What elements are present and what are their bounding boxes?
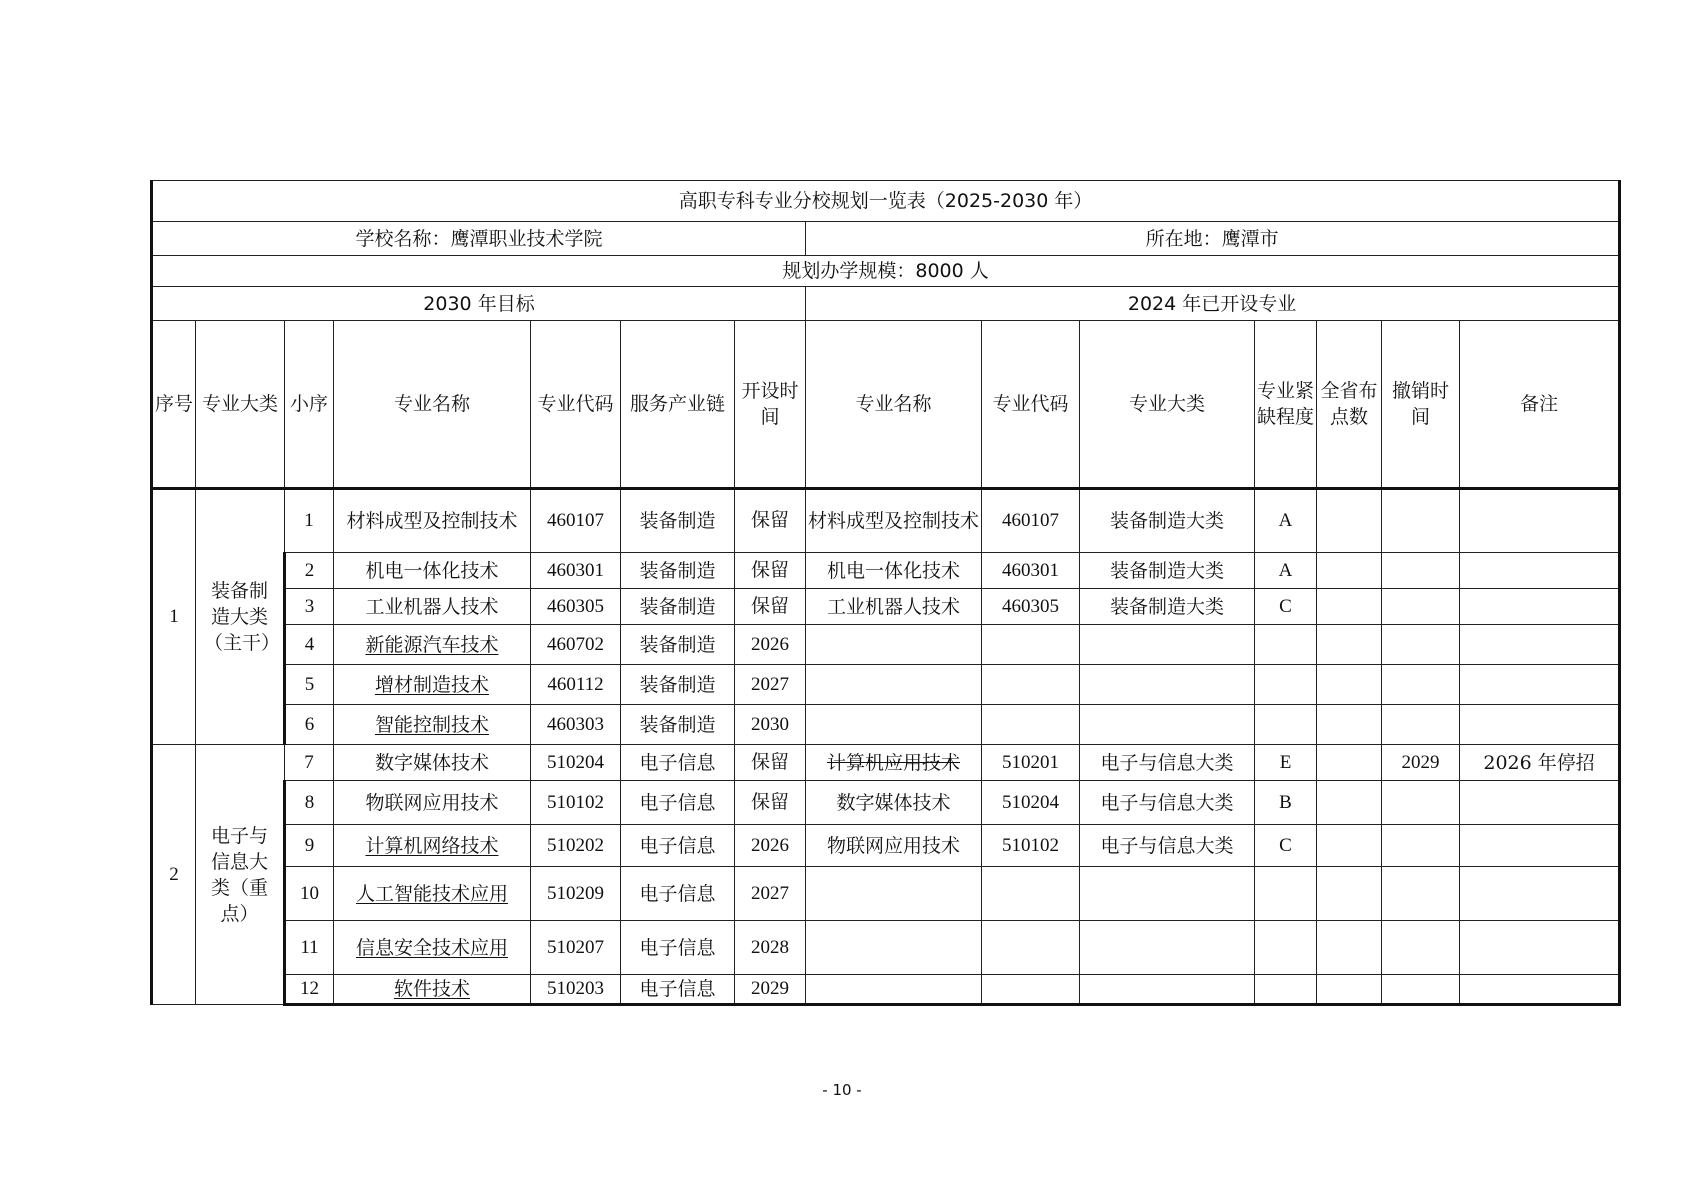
major-code-2024	[982, 975, 1080, 1005]
major-code	[531, 867, 621, 921]
major-name-text: 新能源汽车技术	[365, 633, 499, 656]
open-time	[735, 781, 806, 825]
sub-seq: 7	[285, 745, 334, 781]
service-chain-text: 电子信息	[639, 882, 716, 905]
major-code-2024	[982, 665, 1080, 705]
major-code-text: 460107	[547, 510, 604, 531]
major-name-2024	[806, 553, 982, 589]
major-name-2024	[806, 589, 982, 625]
table-row	[152, 867, 1620, 921]
remark	[1460, 705, 1620, 745]
major-name	[334, 921, 531, 975]
major-name	[334, 781, 531, 825]
shortage-level	[1255, 553, 1317, 589]
major-code-2024-text: 510102	[1002, 834, 1059, 856]
service-chain	[621, 553, 735, 589]
cancel-time	[1382, 625, 1460, 665]
header-seq: 序号	[152, 321, 196, 489]
shortage-level-text: B	[1279, 791, 1292, 813]
major-name-text: 人工智能技术应用	[355, 882, 508, 905]
province-points	[1317, 553, 1382, 589]
major-name-text: 智能控制技术	[374, 713, 489, 736]
open-time-text: 2026	[751, 633, 789, 655]
major-code-2024	[982, 745, 1080, 781]
sub-seq: 1	[285, 489, 334, 553]
category-2024	[1080, 867, 1255, 921]
table-row	[152, 705, 1620, 745]
open-time-text: 保留	[750, 791, 789, 813]
cancel-time	[1382, 975, 1460, 1005]
header-major-code-2024: 专业代码	[982, 321, 1080, 489]
category-2024	[1080, 745, 1255, 781]
open-time-text: 2026	[751, 834, 789, 856]
cancel-time	[1382, 665, 1460, 705]
open-time-text: 保留	[750, 595, 789, 617]
remark	[1460, 825, 1620, 867]
sub-seq: 4	[285, 625, 334, 665]
major-name	[334, 589, 531, 625]
open-time-text: 2027	[751, 673, 789, 695]
page-number: - 10 -	[822, 1081, 862, 1099]
shortage-level	[1255, 705, 1317, 745]
major-name	[334, 975, 531, 1005]
major-code-2024	[982, 825, 1080, 867]
major-name-text: 数字媒体技术	[374, 751, 489, 774]
remark	[1460, 975, 1620, 1005]
header-open-time: 开设时间	[735, 321, 806, 489]
province-points	[1317, 665, 1382, 705]
major-name-2024	[806, 745, 982, 781]
province-points	[1317, 489, 1382, 553]
service-chain	[621, 489, 735, 553]
shortage-level	[1255, 489, 1317, 553]
group-category: 电子与信息大类（重点）	[196, 745, 285, 1005]
plan-table	[150, 180, 1621, 1006]
major-name-text: 增材制造技术	[374, 673, 489, 696]
major-code-2024	[982, 921, 1080, 975]
table-title: 高职专科专业分校规划一览表（2025-2030 年）	[152, 181, 1620, 222]
major-code-text: 510207	[547, 936, 604, 958]
major-code-2024	[982, 553, 1080, 589]
major-name-2024	[806, 825, 982, 867]
open-time-text: 2028	[751, 936, 789, 958]
major-code-2024	[982, 589, 1080, 625]
remark	[1460, 867, 1620, 921]
open-time	[735, 921, 806, 975]
header-shortage: 专业紧缺程度	[1255, 321, 1317, 489]
service-chain-text: 装备制造	[639, 559, 716, 582]
remark	[1460, 921, 1620, 975]
remark	[1460, 781, 1620, 825]
major-code-2024-text: 460301	[1002, 559, 1059, 581]
service-chain-text: 装备制造	[639, 713, 716, 736]
header-cancel-time: 撤销时间	[1382, 321, 1460, 489]
major-code-2024-text: 460107	[1002, 510, 1059, 531]
shortage-level	[1255, 625, 1317, 665]
province-points	[1317, 625, 1382, 665]
service-chain	[621, 975, 735, 1005]
header-major-name-2024: 专业名称	[806, 321, 982, 489]
province-points	[1317, 705, 1382, 745]
province-points	[1317, 975, 1382, 1005]
table-row	[152, 489, 1620, 553]
major-name	[334, 705, 531, 745]
major-code-text: 460301	[547, 559, 604, 581]
header-category: 专业大类	[196, 321, 285, 489]
major-name-2024	[806, 781, 982, 825]
major-code	[531, 781, 621, 825]
open-time-text: 保留	[750, 510, 789, 531]
category-2024	[1080, 589, 1255, 625]
sub-seq: 6	[285, 705, 334, 745]
major-name-2024-text: 数字媒体技术	[836, 791, 951, 814]
shortage-level	[1255, 867, 1317, 921]
header-major-code: 专业代码	[531, 321, 621, 489]
remark	[1460, 745, 1620, 781]
sub-seq: 5	[285, 665, 334, 705]
service-chain	[621, 705, 735, 745]
major-code-text: 510202	[547, 834, 604, 856]
section-2030-goal: 2030 年目标	[152, 287, 806, 321]
major-name-2024-text: 材料成型及控制技术	[808, 510, 980, 532]
major-code-2024-text: 510204	[1002, 791, 1059, 813]
planned-scale: 规划办学规模：8000 人	[152, 256, 1620, 287]
shortage-level	[1255, 589, 1317, 625]
province-points	[1317, 781, 1382, 825]
category-2024	[1080, 975, 1255, 1005]
service-chain	[621, 781, 735, 825]
sub-seq: 11	[285, 921, 334, 975]
major-name-2024	[806, 625, 982, 665]
major-name	[334, 825, 531, 867]
category-2024	[1080, 625, 1255, 665]
cancel-time	[1382, 921, 1460, 975]
major-name	[334, 553, 531, 589]
major-code	[531, 553, 621, 589]
cancel-time	[1382, 745, 1460, 781]
category-2024-text: 装备制造大类	[1109, 595, 1224, 618]
open-time-text: 2027	[751, 882, 789, 904]
table-row	[152, 975, 1620, 1005]
major-code-text: 510204	[547, 751, 604, 773]
open-time	[735, 625, 806, 665]
table-row	[152, 921, 1620, 975]
cancel-time	[1382, 825, 1460, 867]
category-2024-text: 装备制造大类	[1109, 559, 1224, 582]
service-chain-text: 电子信息	[639, 978, 716, 1000]
table-row	[152, 665, 1620, 705]
shortage-level-text: C	[1279, 595, 1292, 617]
shortage-level	[1255, 825, 1317, 867]
category-2024-text: 电子与信息大类	[1100, 791, 1234, 814]
sub-seq: 2	[285, 553, 334, 589]
major-name-text: 信息安全技术应用	[355, 936, 508, 959]
table-body	[152, 489, 1620, 1005]
shortage-level	[1255, 781, 1317, 825]
province-points	[1317, 867, 1382, 921]
open-time-text: 2030	[751, 713, 789, 735]
category-2024	[1080, 825, 1255, 867]
major-name-2024	[806, 705, 982, 745]
service-chain-text: 电子信息	[639, 936, 716, 959]
open-time-text: 2029	[751, 978, 789, 999]
major-code	[531, 705, 621, 745]
major-code-2024-text: 510201	[1002, 751, 1059, 773]
service-chain	[621, 625, 735, 665]
shortage-level	[1255, 665, 1317, 705]
major-code-text: 510203	[547, 978, 604, 999]
category-2024-text: 电子与信息大类	[1100, 834, 1234, 857]
cancel-time	[1382, 489, 1460, 553]
major-code-2024	[982, 781, 1080, 825]
major-code	[531, 745, 621, 781]
major-code-text: 460112	[547, 673, 604, 695]
open-time-text: 保留	[750, 559, 789, 581]
major-code-2024	[982, 489, 1080, 553]
cancel-time	[1382, 589, 1460, 625]
category-2024	[1080, 489, 1255, 553]
service-chain-text: 装备制造	[639, 595, 716, 618]
open-time	[735, 705, 806, 745]
province-points	[1317, 745, 1382, 781]
province-points	[1317, 589, 1382, 625]
major-code	[531, 489, 621, 553]
service-chain-text: 电子信息	[639, 791, 716, 814]
group-seq: 2	[152, 745, 196, 1005]
major-name-2024	[806, 867, 982, 921]
open-time	[735, 489, 806, 553]
table-row	[152, 625, 1620, 665]
school-name: 学校名称：鹰潭职业技术学院	[152, 222, 806, 256]
shortage-level	[1255, 745, 1317, 781]
open-time	[735, 975, 806, 1005]
major-name-2024	[806, 921, 982, 975]
major-name-2024	[806, 665, 982, 705]
group-seq: 1	[152, 489, 196, 745]
service-chain-text: 装备制造	[639, 510, 716, 532]
sub-seq: 12	[285, 975, 334, 1005]
province-points	[1317, 921, 1382, 975]
shortage-level-text: A	[1278, 510, 1293, 531]
open-time	[735, 665, 806, 705]
major-name-2024-text: 物联网应用技术	[826, 834, 960, 857]
service-chain	[621, 665, 735, 705]
major-name-text: 材料成型及控制技术	[346, 510, 518, 532]
remark	[1460, 589, 1620, 625]
major-code-2024	[982, 705, 1080, 745]
major-name-text: 软件技术	[393, 978, 470, 1000]
shortage-level-text: C	[1279, 834, 1292, 856]
shortage-level-text: A	[1278, 559, 1293, 581]
service-chain-text: 装备制造	[639, 673, 716, 696]
major-name-2024-text: 工业机器人技术	[826, 595, 960, 618]
major-name	[334, 489, 531, 553]
major-name	[334, 625, 531, 665]
category-2024	[1080, 705, 1255, 745]
group-category: 装备制造大类（主干）	[196, 489, 285, 745]
major-name-text: 工业机器人技术	[365, 595, 499, 618]
major-code-2024	[982, 625, 1080, 665]
service-chain-text: 装备制造	[639, 633, 716, 656]
service-chain	[621, 745, 735, 781]
major-name	[334, 867, 531, 921]
major-name-text: 计算机网络技术	[365, 834, 499, 857]
header-category-2024: 专业大类	[1080, 321, 1255, 489]
open-time	[735, 553, 806, 589]
service-chain	[621, 921, 735, 975]
open-time	[735, 745, 806, 781]
major-name-2024	[806, 489, 982, 553]
major-code	[531, 825, 621, 867]
sub-seq: 3	[285, 589, 334, 625]
major-code-text: 460702	[547, 633, 604, 655]
major-code	[531, 921, 621, 975]
header-major-name: 专业名称	[334, 321, 531, 489]
major-code-2024	[982, 867, 1080, 921]
major-name	[334, 745, 531, 781]
remark	[1460, 665, 1620, 705]
cancel-time-text: 2029	[1401, 751, 1440, 773]
major-code	[531, 589, 621, 625]
open-time	[735, 825, 806, 867]
sub-seq: 10	[285, 867, 334, 921]
major-code-text: 510102	[547, 791, 604, 813]
major-name-text: 机电一体化技术	[365, 559, 499, 582]
shortage-level	[1255, 975, 1317, 1005]
major-name-2024-text: 机电一体化技术	[826, 559, 960, 582]
location: 所在地：鹰潭市	[806, 222, 1620, 256]
service-chain	[621, 825, 735, 867]
table-row	[152, 745, 1620, 781]
header-remarks: 备注	[1460, 321, 1620, 489]
major-code-text: 460305	[547, 595, 604, 617]
category-2024	[1080, 781, 1255, 825]
major-code-text: 460303	[547, 713, 604, 735]
category-2024	[1080, 921, 1255, 975]
shortage-level-text: E	[1279, 751, 1292, 773]
remark	[1460, 625, 1620, 665]
open-time	[735, 589, 806, 625]
header-sub-seq: 小序	[285, 321, 334, 489]
service-chain	[621, 867, 735, 921]
category-2024	[1080, 665, 1255, 705]
sub-seq: 9	[285, 825, 334, 867]
cancel-time	[1382, 867, 1460, 921]
major-name-text: 物联网应用技术	[365, 791, 499, 814]
category-2024	[1080, 553, 1255, 589]
header-service-chain: 服务产业链	[621, 321, 735, 489]
remark-text: 2026 年停招	[1483, 751, 1595, 774]
sub-seq: 8	[285, 781, 334, 825]
header-province-points: 全省布点数	[1317, 321, 1382, 489]
shortage-level	[1255, 921, 1317, 975]
major-name-2024	[806, 975, 982, 1005]
major-code-text: 510209	[547, 882, 604, 904]
major-code	[531, 625, 621, 665]
cancel-time	[1382, 553, 1460, 589]
table-row	[152, 781, 1620, 825]
service-chain	[621, 589, 735, 625]
major-code	[531, 975, 621, 1005]
remark	[1460, 489, 1620, 553]
service-chain-text: 电子信息	[639, 751, 716, 774]
category-2024-text: 电子与信息大类	[1100, 751, 1234, 774]
major-name	[334, 665, 531, 705]
table-row	[152, 553, 1620, 589]
table-row	[152, 589, 1620, 625]
open-time-text: 保留	[750, 751, 789, 773]
remark	[1460, 553, 1620, 589]
major-code-2024-text: 460305	[1002, 595, 1059, 617]
category-2024-text: 装备制造大类	[1109, 510, 1224, 532]
cancel-time	[1382, 781, 1460, 825]
service-chain-text: 电子信息	[639, 834, 716, 857]
province-points	[1317, 825, 1382, 867]
major-name-2024-text: 计算机应用技术	[826, 751, 960, 774]
open-time	[735, 867, 806, 921]
table-row	[152, 825, 1620, 867]
major-code	[531, 665, 621, 705]
cancel-time	[1382, 705, 1460, 745]
section-2024-majors: 2024 年已开设专业	[806, 287, 1620, 321]
